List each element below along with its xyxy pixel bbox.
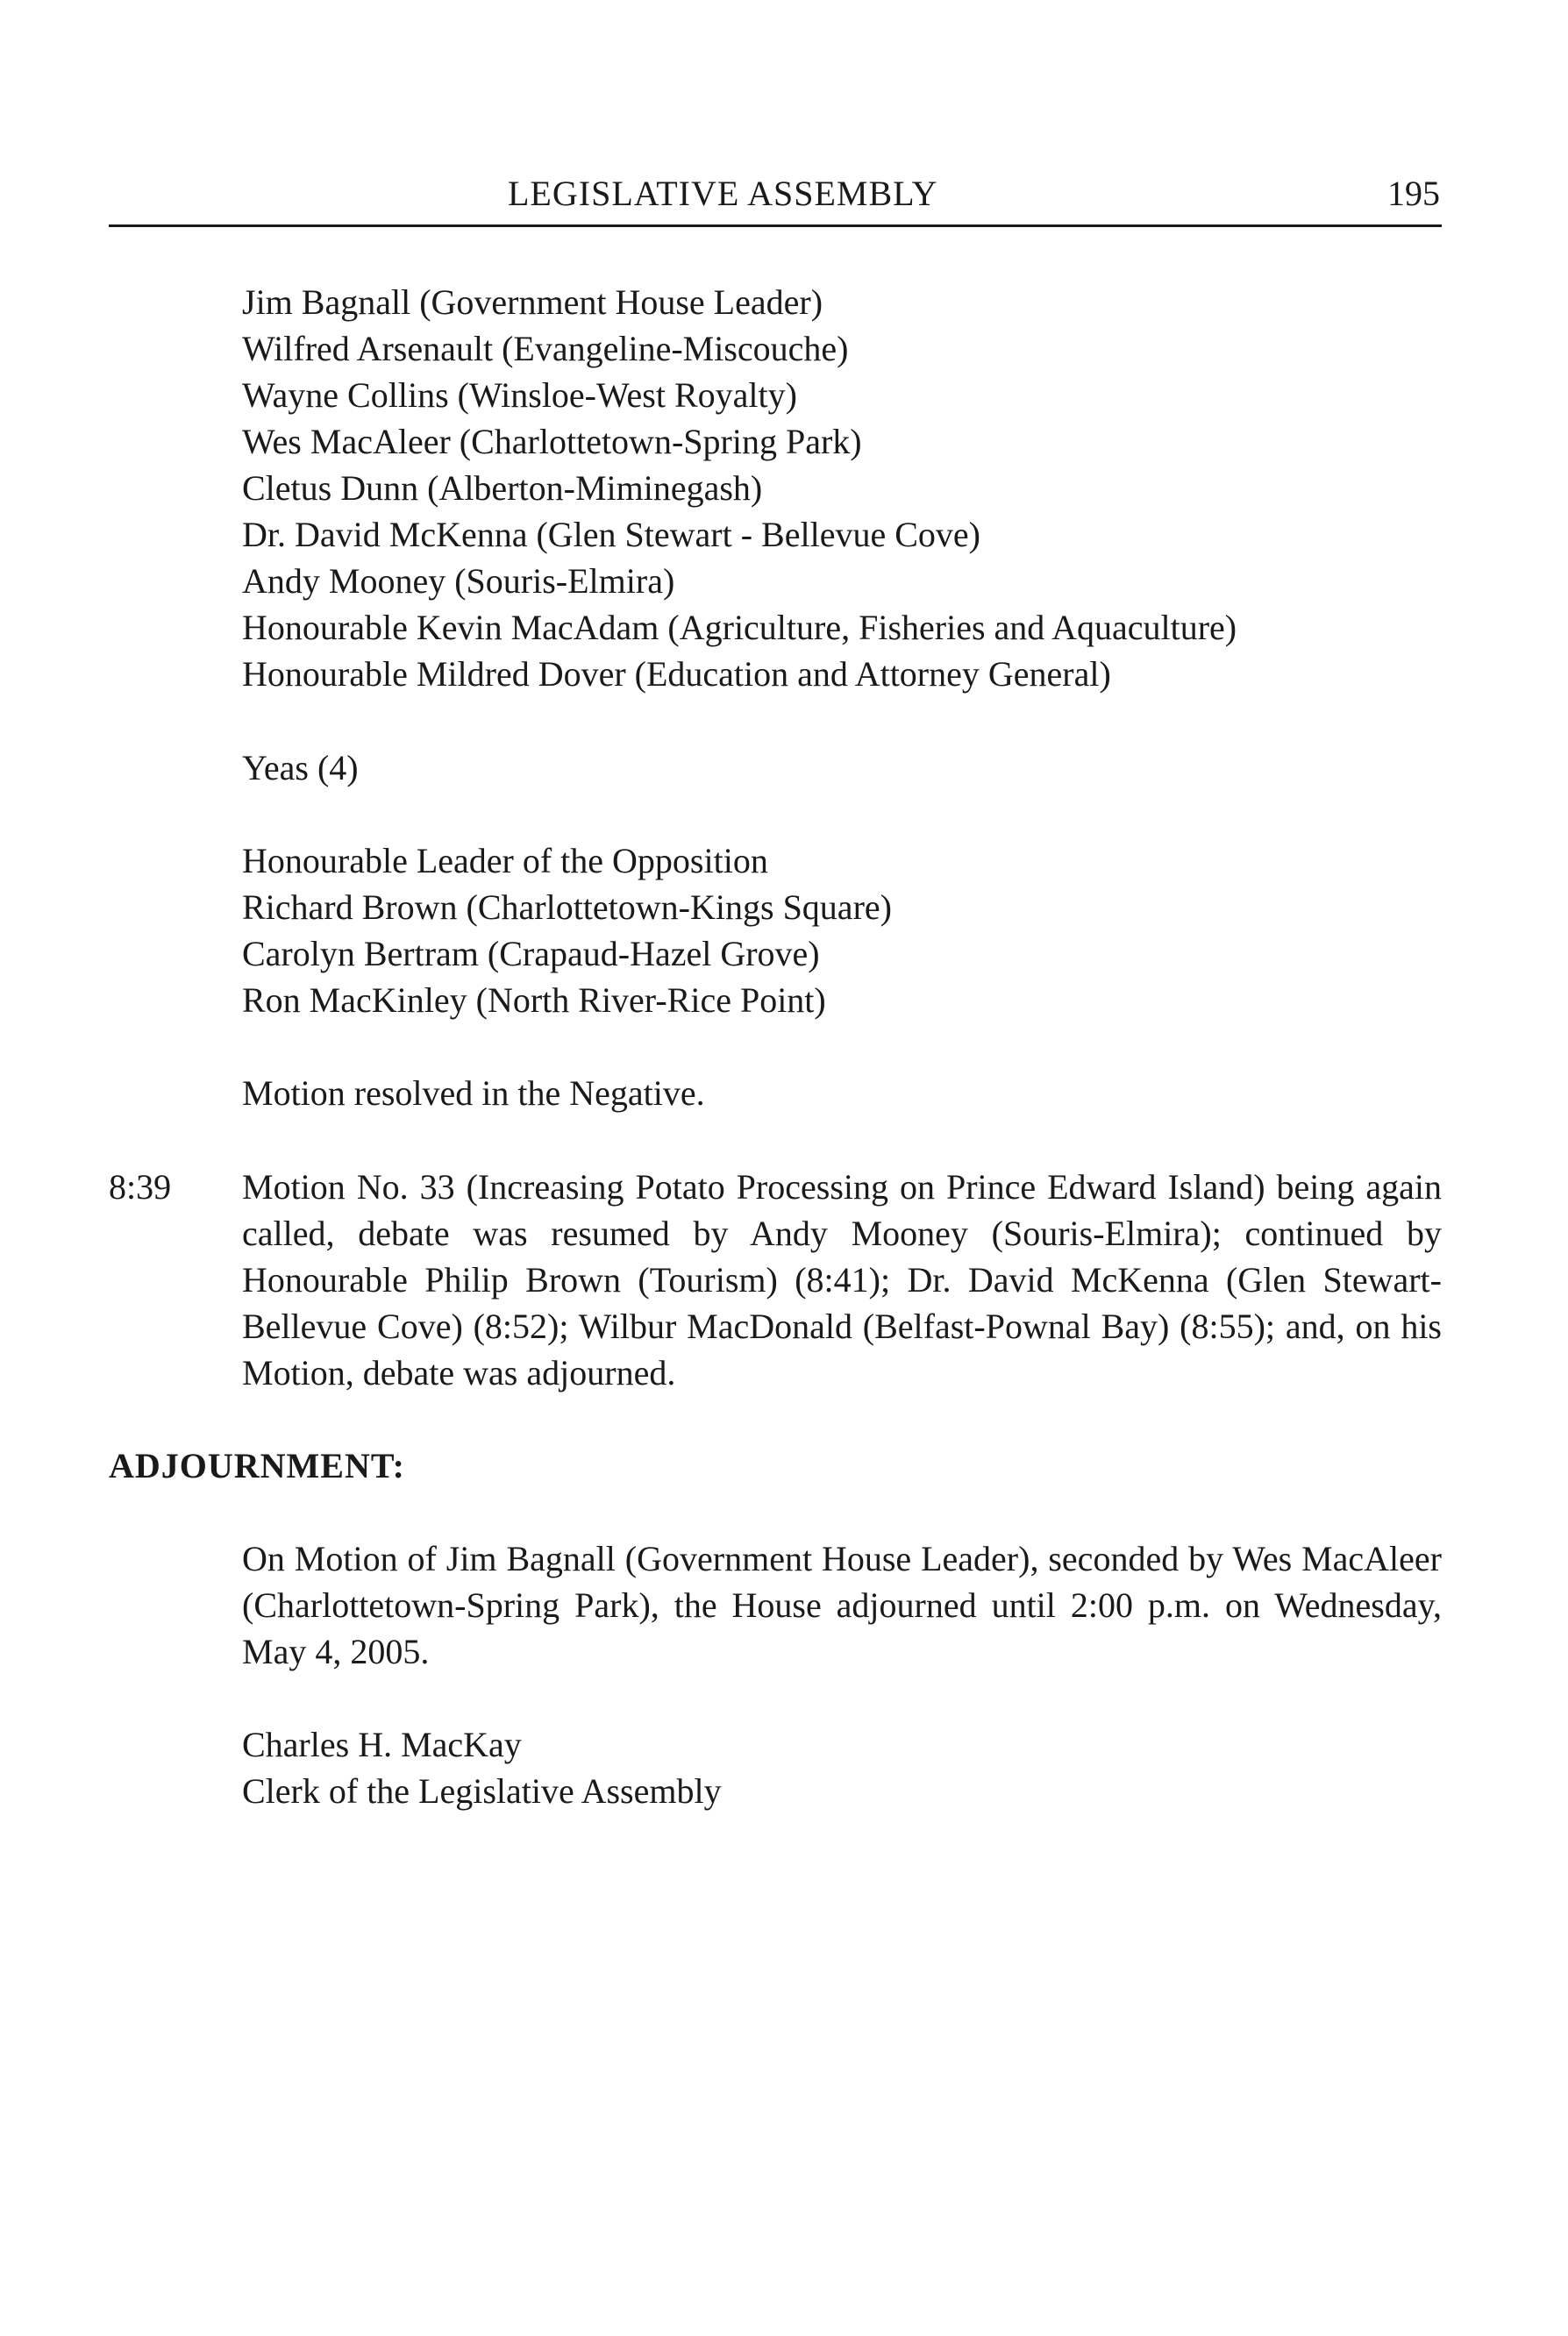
page-header — [109, 172, 1442, 227]
list-item: Wilfred Arsenault (Evangeline-Miscouche) — [242, 329, 849, 368]
header-title: LEGISLATIVE ASSEMBLY — [508, 174, 938, 213]
nays-list — [242, 279, 1442, 697]
adjournment-heading: ADJOURNMENT: — [109, 1446, 405, 1485]
list-item: Ron MacKinley (North River-Rice Point) — [242, 980, 826, 1020]
list-item: Cletus Dunn (Alberton-Miminegash) — [242, 468, 763, 508]
list-item: Richard Brown (Charlottetown-Kings Square) — [242, 887, 892, 927]
list-item: Jim Bagnall (Government House Leader) — [242, 282, 823, 322]
signature-title: Clerk of the Legislative Assembly — [242, 1771, 722, 1811]
signature-block — [242, 1721, 1442, 1814]
page-number: 195 — [1387, 174, 1440, 213]
motion-paragraph: Motion No. 33 (Increasing Potato Processing on Prince Edward Island) being again called, debate was resumed by Andy Mooney (Souris-Elmira); continued by Honourable Philip Brown (Tourism) (8:41); Dr. David McKenna (Glen Stewart-Bellevue Cove) (8:52); Wilbur MacDonald (Belfast-Pownal Bay) (8:55); and, on his Motion, debate was adjourned. — [242, 1167, 1442, 1392]
list-item: Carolyn Bertram (Crapaud-Hazel Grove) — [242, 934, 820, 973]
list-item: Wayne Collins (Winsloe-West Royalty) — [242, 375, 797, 415]
yeas-list — [242, 837, 1442, 1023]
motion-result: Motion resolved in the Negative. — [242, 1073, 705, 1113]
list-item: Dr. David McKenna (Glen Stewart - Bellevue Cove) — [242, 515, 980, 554]
list-item: Honourable Mildred Dover (Education and Attorney General) — [242, 654, 1111, 694]
yeas-label: Yeas (4) — [242, 748, 359, 787]
list-item: Honourable Leader of the Opposition — [242, 841, 768, 880]
adjournment-paragraph: On Motion of Jim Bagnall (Government House Leader), seconded by Wes MacAleer (Charlottetown-Spring Park), the House adjourned until 2:00 p.m. on Wednesday, May 4, 2005. — [242, 1539, 1442, 1671]
signature-name: Charles H. MacKay — [242, 1725, 522, 1764]
list-item: Honourable Kevin MacAdam (Agriculture, Fisheries and Aquaculture) — [242, 608, 1237, 647]
motion-time: 8:39 — [109, 1167, 172, 1207]
list-item: Andy Mooney (Souris-Elmira) — [242, 561, 675, 601]
list-item: Wes MacAleer (Charlottetown-Spring Park) — [242, 422, 862, 461]
